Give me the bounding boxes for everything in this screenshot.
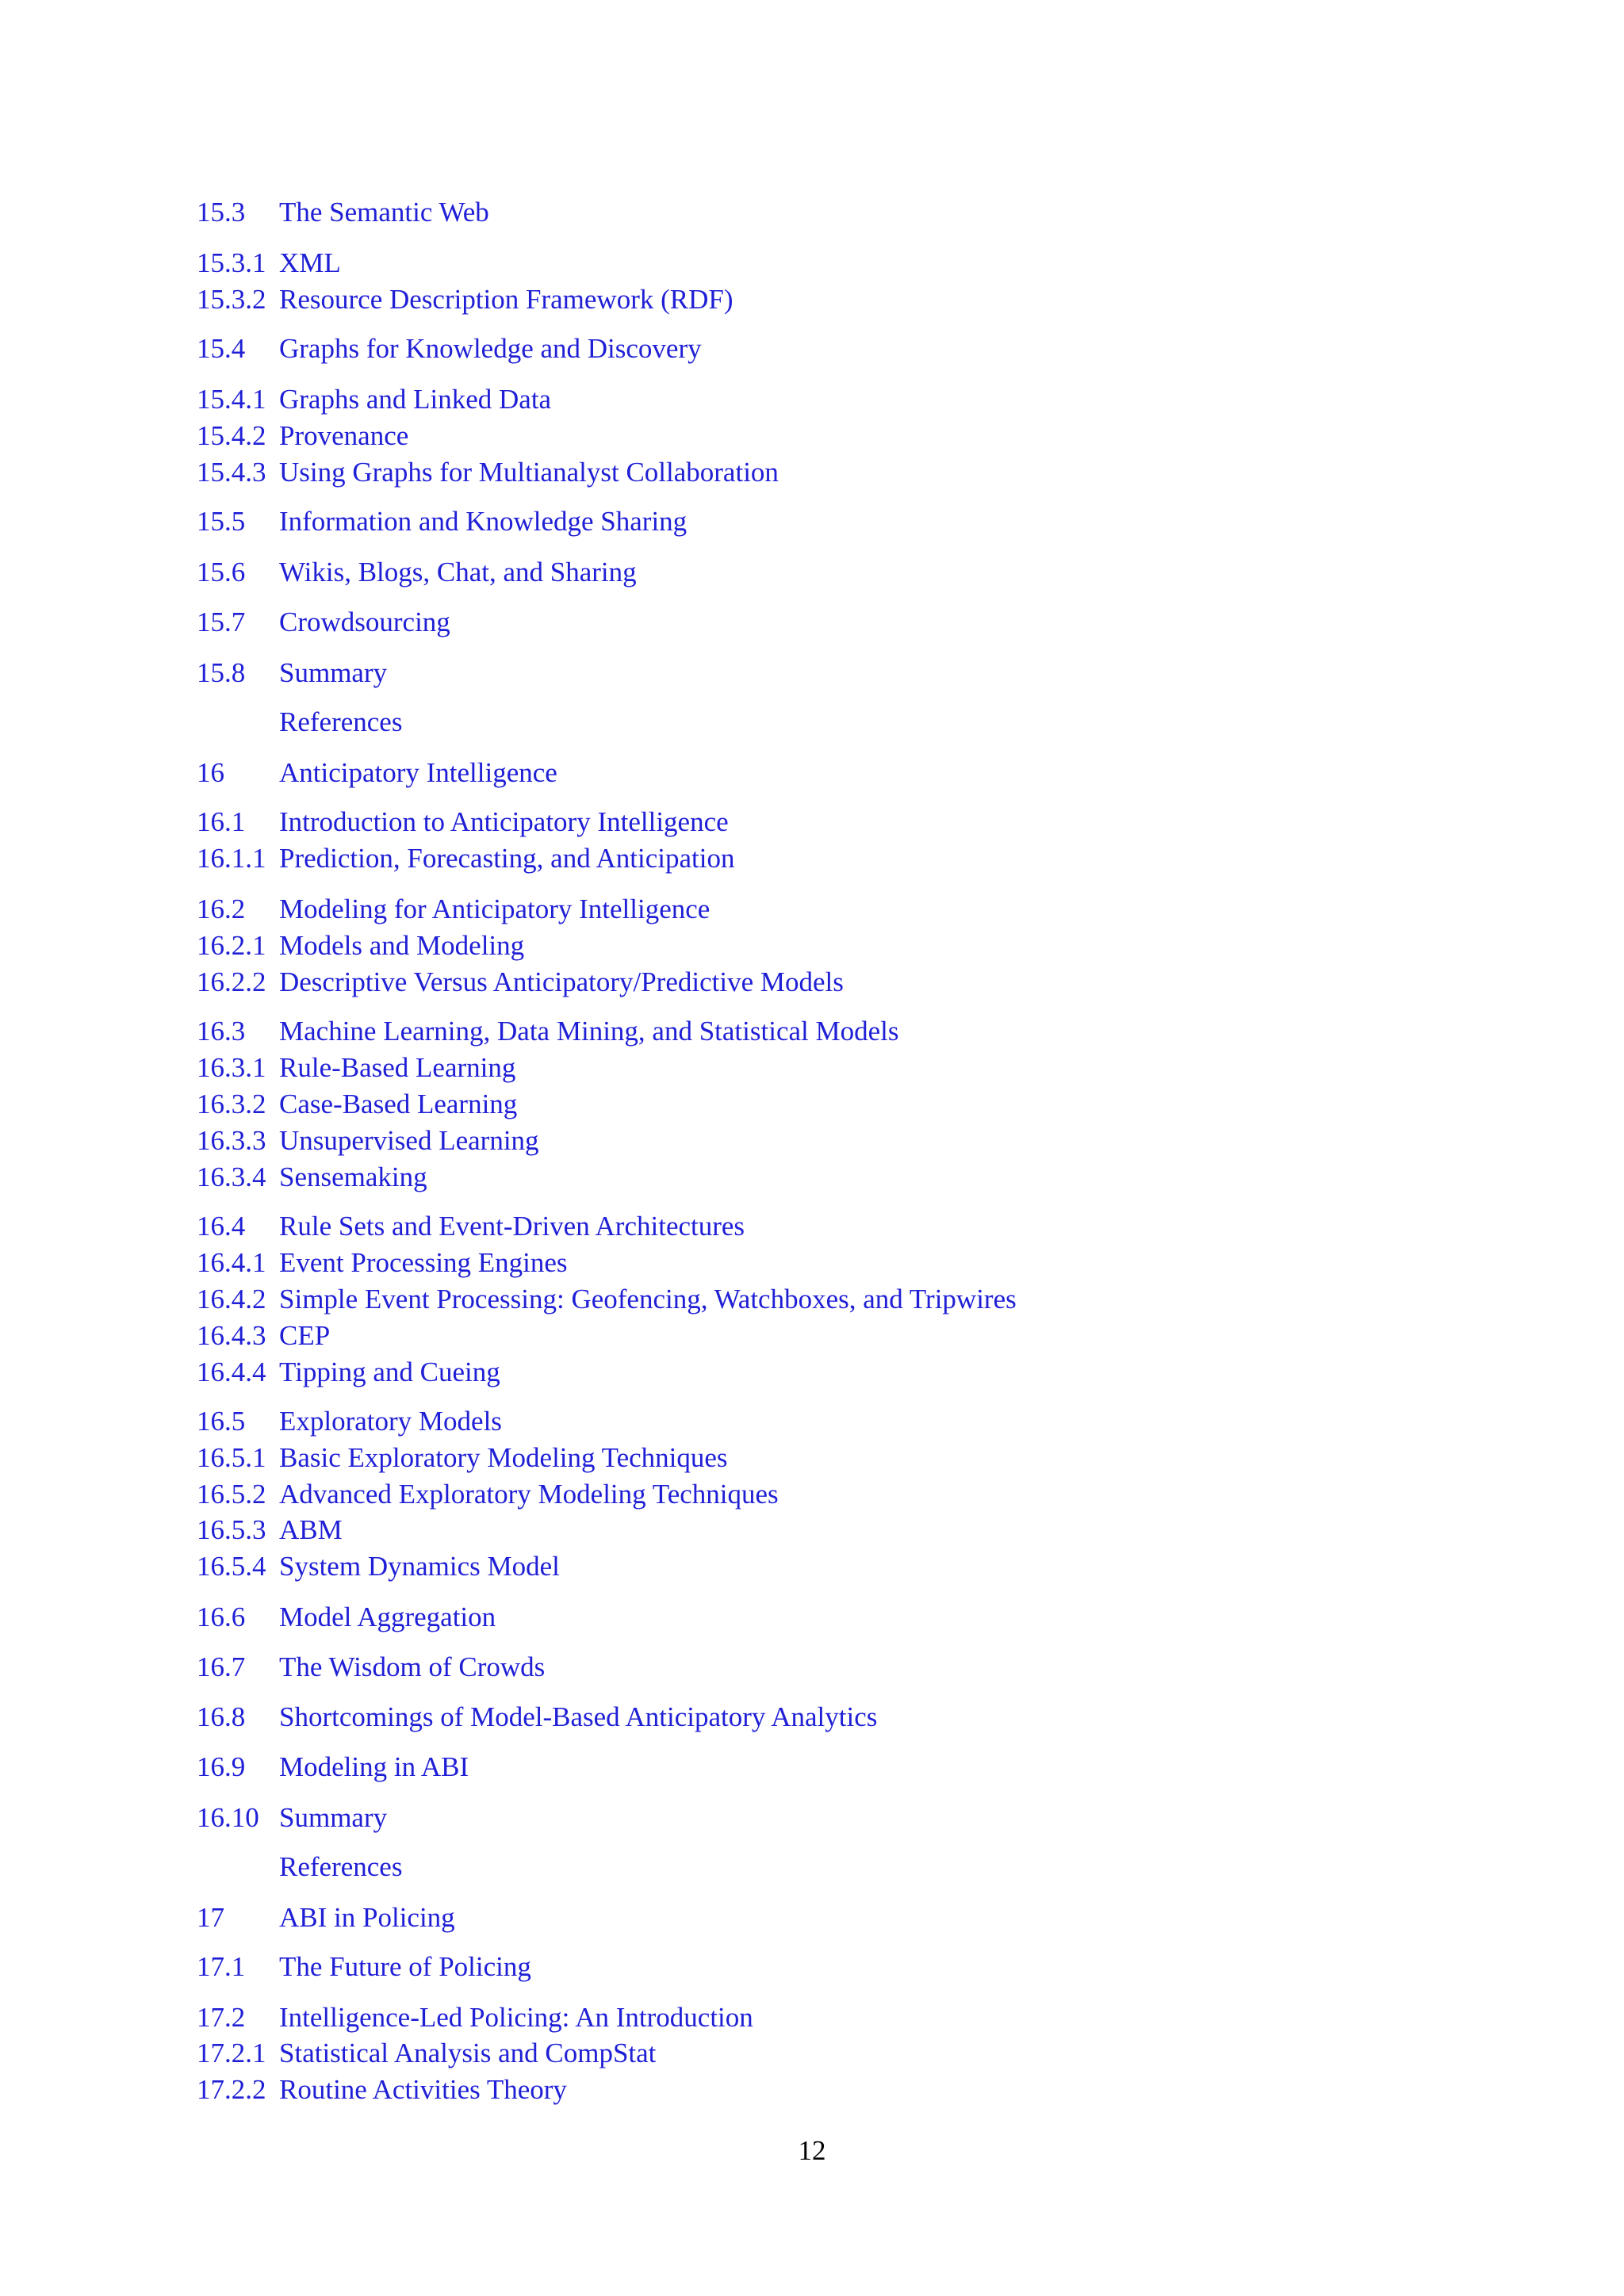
toc-entry-number: 16.10	[197, 1802, 259, 1833]
toc-entry-title: Wikis, Blogs, Chat, and Sharing	[279, 557, 637, 587]
toc-entry-title: Rule-Based Learning	[279, 1052, 516, 1083]
toc-entry-title: Sensemaking	[279, 1161, 427, 1192]
toc-entry-title: References	[279, 1851, 403, 1882]
toc-entry-number: 16.1.1	[197, 843, 266, 874]
toc-entry-title: Tipping and Cueing	[279, 1357, 500, 1387]
toc-entry-number: 16.2.2	[197, 966, 266, 997]
toc-entry-number: 15.4.3	[197, 457, 266, 488]
toc-entry-number: 17	[197, 1902, 224, 1933]
toc-entry-number: 16.3.1	[197, 1052, 266, 1083]
toc-entry-title: System Dynamics Model	[279, 1551, 560, 1582]
toc-entry-number: 15.3.1	[197, 247, 266, 278]
toc-entry-title: CEP	[279, 1320, 331, 1351]
toc-entry-number: 15.4.2	[197, 420, 266, 451]
toc-entry-title: Anticipatory Intelligence	[279, 757, 557, 788]
toc-entry-number: 16.5.2	[197, 1479, 266, 1510]
toc-entry-number: 16.4.2	[197, 1284, 266, 1314]
toc-entry-title: Provenance	[279, 420, 409, 451]
toc-entry-title: Prediction, Forecasting, and Anticipation	[279, 843, 735, 874]
toc-entry-number: 17.1	[197, 1951, 246, 1982]
toc-entry-number: 16.1	[197, 806, 246, 837]
toc-entry-title: Exploratory Models	[279, 1406, 502, 1437]
toc-entry-title: The Semantic Web	[279, 197, 489, 228]
toc-entry-title: Simple Event Processing: Geofencing, Watchboxes, and Tripwires	[279, 1284, 1017, 1314]
toc-entry-title: The Wisdom of Crowds	[279, 1651, 546, 1682]
toc-entry-number: 16.4.1	[197, 1247, 266, 1278]
toc-entry-number: 17.2.2	[197, 2074, 266, 2105]
toc-entry-number: 16.5	[197, 1406, 246, 1437]
toc-entry-number: 16.4.3	[197, 1320, 266, 1351]
toc-entry-number: 15.5	[197, 506, 246, 537]
toc-entry-title: Intelligence-Led Policing: An Introduction	[279, 2002, 753, 2033]
toc-entry-number: 15.7	[197, 607, 246, 637]
toc-entry-number: 16.6	[197, 1601, 246, 1632]
toc-entry-number: 16.7	[197, 1651, 246, 1682]
toc-entry-number: 17.2	[197, 2002, 246, 2033]
toc-entry-title: Routine Activities Theory	[279, 2074, 567, 2105]
toc-entry-title: Introduction to Anticipatory Intelligence	[279, 806, 729, 837]
toc-entry-number: 15.8	[197, 657, 246, 688]
toc-entry-number: 16.5.3	[197, 1514, 266, 1545]
toc-entry-title: Information and Knowledge Sharing	[279, 506, 688, 537]
toc-entry-title: Machine Learning, Data Mining, and Statistical Models	[279, 1016, 899, 1047]
toc-entry-title: Model Aggregation	[279, 1601, 496, 1632]
toc-entry-title: Rule Sets and Event-Driven Architectures	[279, 1211, 745, 1242]
toc-entry-number: 16.5.4	[197, 1551, 266, 1582]
toc-entry-title: XML	[279, 247, 341, 278]
toc-entry-title: Shortcomings of Model-Based Anticipatory Analytics	[279, 1701, 878, 1732]
toc-entry-number: 16.2.1	[197, 930, 266, 961]
toc-entry-title: Resource Description Framework (RDF)	[279, 284, 733, 315]
toc-entry-title: Summary	[279, 657, 388, 688]
toc-entry-number: 16.5.1	[197, 1442, 266, 1473]
toc-entry-number: 16.3.3	[197, 1125, 266, 1156]
toc-entry-number: 16.8	[197, 1701, 246, 1732]
toc-entry-title: Descriptive Versus Anticipatory/Predictive Models	[279, 966, 844, 997]
toc-entry-number: 16.4.4	[197, 1357, 266, 1387]
toc-entry-title: Modeling for Anticipatory Intelligence	[279, 894, 710, 924]
toc-entry-title: References	[279, 706, 403, 737]
toc-entry-number: 16.4	[197, 1211, 246, 1242]
toc-entry-number: 16.3.4	[197, 1161, 266, 1192]
toc-entry-number: 16.3.2	[197, 1089, 266, 1119]
toc-entry-title: Summary	[279, 1802, 388, 1833]
toc-entry-number: 15.3.2	[197, 284, 266, 315]
toc-entry-title: Graphs and Linked Data	[279, 384, 552, 415]
toc-entry-number: 16.2	[197, 894, 246, 924]
toc-entry-number: 15.6	[197, 557, 246, 587]
toc-entry-number: 16	[197, 757, 224, 788]
toc-entry-title: Graphs for Knowledge and Discovery	[279, 333, 702, 364]
toc-entry-number: 15.3	[197, 197, 246, 228]
toc-entry-title: Modeling in ABI	[279, 1751, 469, 1782]
toc-entry-number: 16.9	[197, 1751, 246, 1782]
toc-entry-title: Unsupervised Learning	[279, 1125, 539, 1156]
page-number: 12	[798, 2135, 826, 2166]
toc-entry-title: Models and Modeling	[279, 930, 525, 961]
toc-entry-title: ABI in Policing	[279, 1902, 455, 1933]
toc-entry-number: 15.4	[197, 333, 246, 364]
toc-entry-number: 15.4.1	[197, 384, 266, 415]
toc-entry-title: ABM	[279, 1514, 343, 1545]
toc-entry-title: Basic Exploratory Modeling Techniques	[279, 1442, 728, 1473]
toc-entry-title: The Future of Policing	[279, 1951, 531, 1982]
toc-entry-title: Event Processing Engines	[279, 1247, 568, 1278]
toc-entry-title: Using Graphs for Multianalyst Collaboration	[279, 457, 779, 488]
toc-entry-number: 16.3	[197, 1016, 246, 1047]
toc-entry-title: Advanced Exploratory Modeling Techniques	[279, 1479, 779, 1510]
toc-entry-number: 17.2.1	[197, 2038, 266, 2068]
toc-entry-title: Statistical Analysis and CompStat	[279, 2038, 657, 2068]
toc-entry-title: Crowdsourcing	[279, 607, 450, 637]
toc-entry-title: Case-Based Learning	[279, 1089, 518, 1119]
